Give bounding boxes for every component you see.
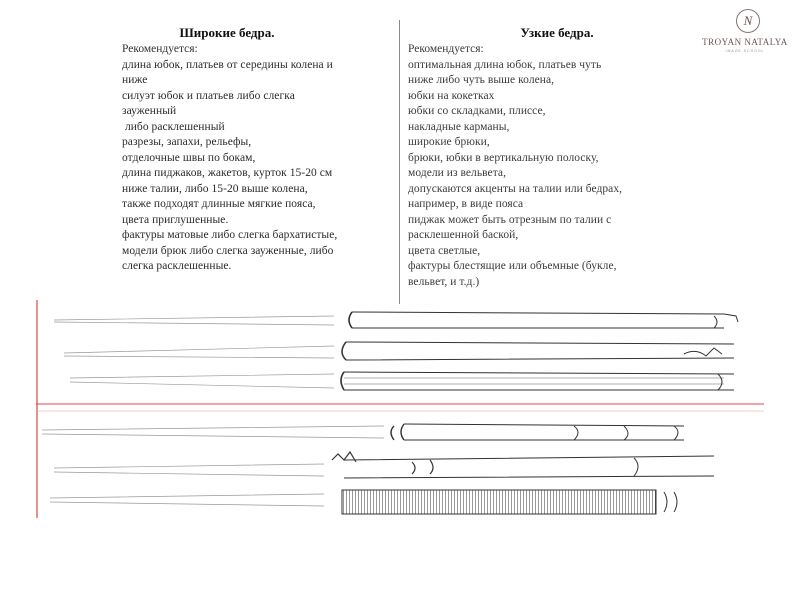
list-item: расклешенной баской, <box>408 229 519 241</box>
list-item: ниже талии, либо 15-20 выше колена, <box>122 182 308 195</box>
column-title: Узкие бедра. <box>520 25 594 40</box>
list-item: ниже <box>122 74 148 86</box>
column-subtitle: Рекомендуется: <box>408 43 484 55</box>
skirt-sketch-row <box>50 490 677 514</box>
list-item: слегка расклешенные. <box>122 260 232 272</box>
list-item: вельвет, и т.д.) <box>408 275 480 288</box>
list-item: брюки, юбки в вертикальную полоску, <box>408 151 599 164</box>
list-item: цвета приглушенные. <box>122 213 229 226</box>
list-item: также подходят длинные мягкие пояса, <box>122 198 316 210</box>
column-subtitle: Рекомендуется: <box>122 43 198 55</box>
garment-sketch-icon <box>34 298 764 520</box>
list-item: либо расклешенный <box>122 120 225 133</box>
skirt-sketch-row <box>42 424 684 440</box>
garment-sketch <box>34 298 764 520</box>
list-item: накладные карманы, <box>408 120 510 133</box>
list-item: юбки со складками, плиссе, <box>408 105 546 117</box>
logo-monogram-icon: N <box>736 9 760 33</box>
list-item: широкие брюки, <box>408 136 490 148</box>
brand-logo <box>690 4 800 60</box>
skirt-sketch-row <box>70 372 734 390</box>
list-item: зауженный <box>122 105 177 117</box>
list-item: модели из вельвета, <box>408 167 507 179</box>
column-wide-hips <box>122 24 392 275</box>
list-item: фактуры блестящие или объемные (букле, <box>408 260 617 272</box>
list-item: длина пиджаков, жакетов, курток 15-20 см <box>122 167 333 179</box>
list-item: пиджак может быть отрезным по талии с <box>408 213 612 226</box>
list-item: фактуры матовые либо слегка бархатистые, <box>122 229 338 241</box>
recommendation-list <box>122 58 392 275</box>
list-item: допускаются акценты на талии или бедрах, <box>408 182 623 195</box>
column-narrow-hips <box>408 24 666 290</box>
list-item: модели брюк либо слегка зауженные, либо <box>122 244 334 257</box>
logo-name: TROYAN NATALYA <box>702 37 788 47</box>
skirt-sketch-row <box>54 452 714 478</box>
column-divider <box>399 20 400 304</box>
list-item: длина юбок, платьев от середины колена и <box>122 58 333 71</box>
list-item: цвета светлые, <box>408 244 481 257</box>
scanned-document <box>118 20 666 304</box>
list-item: юбки на кокетках <box>408 89 495 102</box>
recommendation-list <box>408 58 666 291</box>
list-item: разрезы, запахи, рельефы, <box>122 136 252 148</box>
skirt-sketch-row <box>54 312 738 328</box>
logo-tagline: IMAGE SCHOOL <box>725 49 765 53</box>
list-item: силуэт юбок и платьев либо слегка <box>122 89 295 102</box>
list-item: отделочные швы по бокам, <box>122 151 256 164</box>
skirt-sketch-row <box>64 342 734 360</box>
list-item: например, в виде пояса <box>408 198 524 210</box>
list-item: ниже либо чуть выше колена, <box>408 74 555 86</box>
column-title: Широкие бедра. <box>179 25 275 40</box>
list-item: оптимальная длина юбок, платьев чуть <box>408 58 602 71</box>
